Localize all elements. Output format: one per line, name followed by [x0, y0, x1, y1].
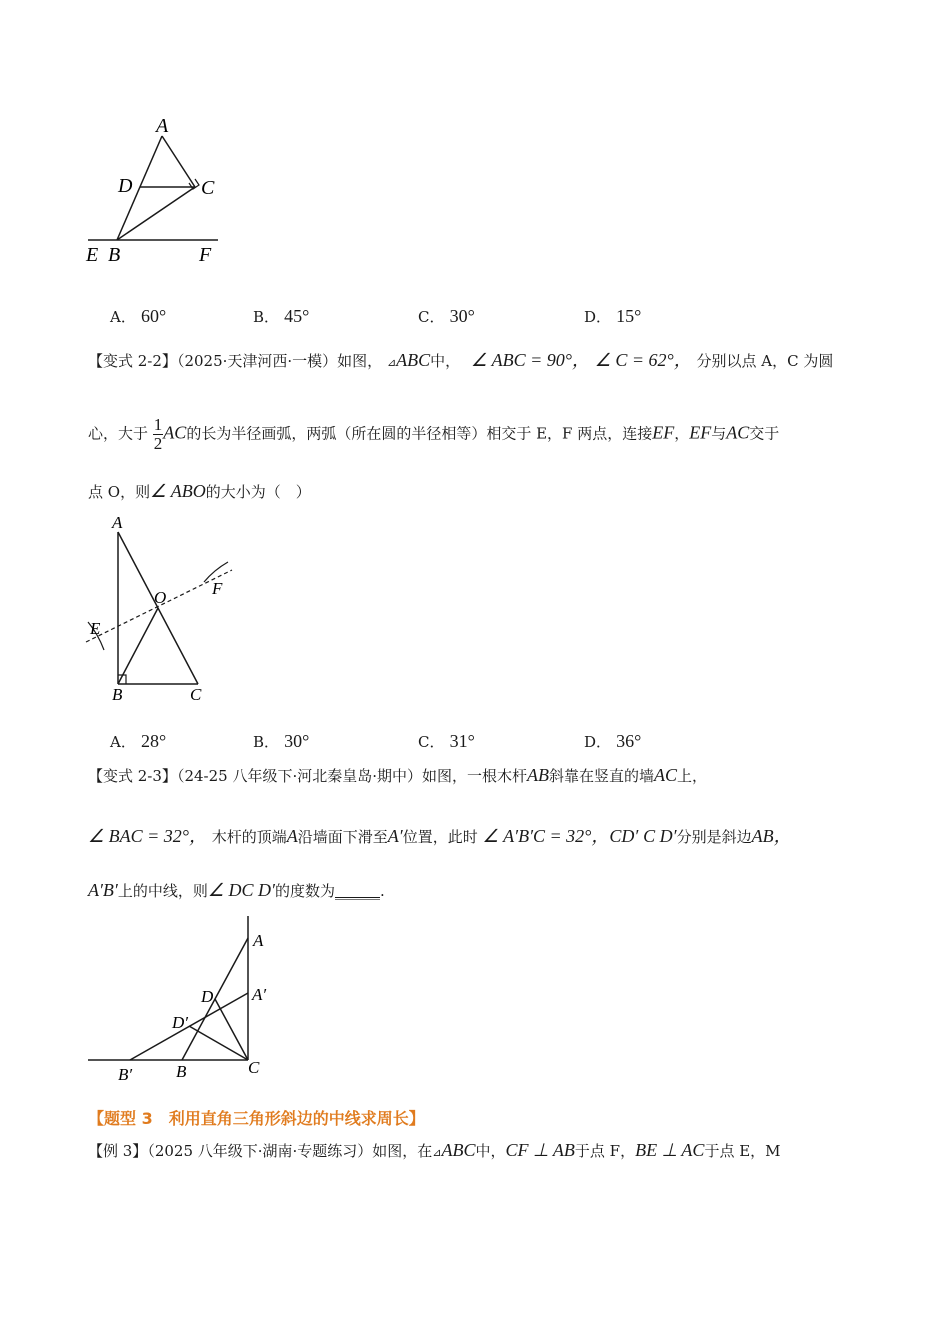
- option-letter: D．: [584, 733, 612, 751]
- option-value: 31°: [449, 731, 475, 751]
- segment-cd: CD′: [609, 826, 639, 846]
- text-fragment: 于点 E，M: [704, 1142, 781, 1160]
- fraction-denominator: 2: [153, 434, 163, 453]
- segment-ab: AB: [527, 765, 549, 785]
- question-source: （2025 八年级下·湖南·专题练习）如图，在: [147, 1142, 433, 1160]
- v22-line-2: [88, 416, 779, 453]
- question-source: （2025·天津河西·一模）如图，: [176, 352, 383, 370]
- angle-abo: ∠ ABO: [150, 481, 206, 501]
- angle-dcd: ∠ DC D′: [207, 880, 275, 900]
- question-tag: 【变式 2-2】: [88, 352, 177, 370]
- label-b: B: [176, 1062, 187, 1081]
- question-tag: 【变式 2-3】: [88, 767, 177, 785]
- text-fragment: 上，: [677, 767, 708, 785]
- segment-ac: AC: [654, 765, 678, 785]
- label-d: D: [201, 987, 214, 1006]
- option-value: 36°: [616, 731, 642, 751]
- segment-ac: [162, 136, 195, 187]
- option-value: 30°: [449, 306, 475, 326]
- label-c: C: [248, 1058, 260, 1077]
- q2-option-d: [584, 731, 641, 752]
- q2-option-a: [110, 731, 166, 752]
- option-value: 15°: [616, 306, 642, 326]
- angle-abc: ∠ ABC = 90°，: [470, 350, 590, 370]
- segment-ac: AC: [726, 422, 750, 443]
- text-fragment: 分别以点 A，C 为圆: [696, 352, 834, 370]
- perpendicular-be-ac: BE ⊥ AC: [635, 1140, 705, 1160]
- option-letter: A．: [110, 308, 136, 326]
- option-value: 30°: [284, 731, 310, 751]
- q1-option-d: [584, 306, 641, 327]
- text-fragment: 分别是斜边: [676, 828, 752, 846]
- label-f: F: [212, 579, 223, 598]
- option-letter: C．: [418, 308, 445, 326]
- ex3-line-1: 【例 3】（2025 八年级下·湖南·专题练习）如图，在⊿ABC中，CF ⊥ AB于点 F，BE ⊥ AC于点 E，M: [88, 1140, 781, 1160]
- text-fragment: 木杆的顶端: [211, 828, 287, 846]
- v22-line-1: 【变式 2-2】（2025·天津河西·一模）如图， ⊿ABC中， ∠ ABC = 90°， ∠ C = 62°， 分别以点 A，C 为圆: [88, 350, 834, 370]
- angle-bac: ∠ BAC = 32°，: [88, 826, 207, 846]
- label-c: C: [201, 177, 215, 199]
- option-letter: A．: [110, 733, 136, 751]
- text-fragment: 的长为半径画弧，两弧（所在圆的半径相等）相交于 E，F 两点，连接: [186, 424, 653, 443]
- text-fragment: 交于: [749, 424, 780, 443]
- text-fragment: 位置，此时: [402, 828, 478, 846]
- label-d-prime: D′: [172, 1013, 188, 1032]
- segment-cd-prime: C D′: [643, 826, 677, 846]
- label-e: E: [86, 244, 99, 266]
- label-e: E: [90, 619, 101, 638]
- text-fragment: ，: [674, 424, 690, 443]
- option-value: 60°: [140, 306, 167, 326]
- text-fragment: 中，: [430, 352, 461, 370]
- option-letter: D．: [584, 308, 612, 326]
- segment-ef: EF: [652, 422, 675, 443]
- option-value: 28°: [140, 731, 167, 751]
- text-fragment: 斜靠在竖直的墙: [549, 767, 655, 785]
- segment-a-prime-b-prime: A′B′: [88, 880, 118, 900]
- question-source: （24-25 八年级下·河北秦皇岛·期中）如图，一根木杆: [176, 767, 527, 785]
- fraction-numerator: 1: [153, 415, 163, 434]
- perpendicular-cf-ab: CF ⊥ AB: [505, 1140, 575, 1160]
- option-letter: C．: [418, 733, 445, 751]
- angle-a-prime-b-prime-c: ∠ A′B′C = 32°，: [482, 826, 610, 846]
- segment-ef: EF: [689, 422, 712, 443]
- label-d: D: [118, 175, 133, 197]
- label-c: C: [190, 685, 202, 704]
- label-f: F: [199, 244, 212, 266]
- option-letter: B．: [253, 733, 280, 751]
- fraction-half: [153, 416, 164, 453]
- q1-option-a: [110, 306, 166, 327]
- label-a: A: [253, 931, 264, 950]
- segment-ac: AC: [163, 422, 187, 443]
- text-fragment: 的度数为: [274, 882, 335, 900]
- option-value: 45°: [284, 306, 310, 326]
- triangle-name: ABC: [396, 350, 431, 370]
- v23-line-3: [88, 880, 385, 901]
- label-a: A: [112, 513, 123, 532]
- option-letter: B．: [253, 308, 280, 326]
- text-fragment: 中，: [475, 1142, 506, 1160]
- label-b: B: [108, 244, 121, 266]
- v23-line-1: [88, 765, 707, 786]
- triangle-name: ABC: [441, 1140, 476, 1160]
- text-fragment: 的大小为（ ）: [205, 483, 311, 501]
- text-fragment: 与: [711, 424, 727, 443]
- text-fragment: 于点 F，: [574, 1142, 636, 1160]
- text-fragment: .: [379, 882, 385, 900]
- v23-line-2: [88, 822, 792, 848]
- angle-c: ∠ C = 62°，: [594, 350, 692, 370]
- segment-bo: [118, 608, 158, 684]
- q2-option-b: [253, 731, 309, 752]
- q1-option-b: [253, 306, 309, 327]
- label-a-prime: A′: [252, 985, 267, 1004]
- label-a: A: [156, 115, 169, 137]
- q2-option-c: [418, 731, 475, 752]
- label-b-prime: B′: [118, 1065, 133, 1084]
- label-b: B: [112, 685, 123, 704]
- answer-blank: ______: [334, 882, 380, 900]
- section-heading: 【题型 3 利用直角三角形斜边的中线求周长】: [88, 1109, 425, 1128]
- point-a: A: [286, 826, 298, 846]
- text-fragment: 上的中线，则: [117, 882, 208, 900]
- text-fragment: 点 O，则: [88, 483, 151, 501]
- point-a-prime: A′: [387, 826, 403, 846]
- figure-3: [80, 910, 280, 1085]
- text-fragment: 沿墙面下滑至: [297, 828, 388, 846]
- v22-line-3: [88, 481, 311, 502]
- figure-1: [80, 110, 240, 270]
- label-o: O: [154, 588, 167, 607]
- figure-2: [80, 510, 250, 710]
- question-tag: 【例 3】: [88, 1142, 148, 1160]
- text-fragment: 心，大于: [88, 424, 149, 443]
- segment-ab: AB，: [751, 826, 792, 846]
- q1-option-c: [418, 306, 475, 327]
